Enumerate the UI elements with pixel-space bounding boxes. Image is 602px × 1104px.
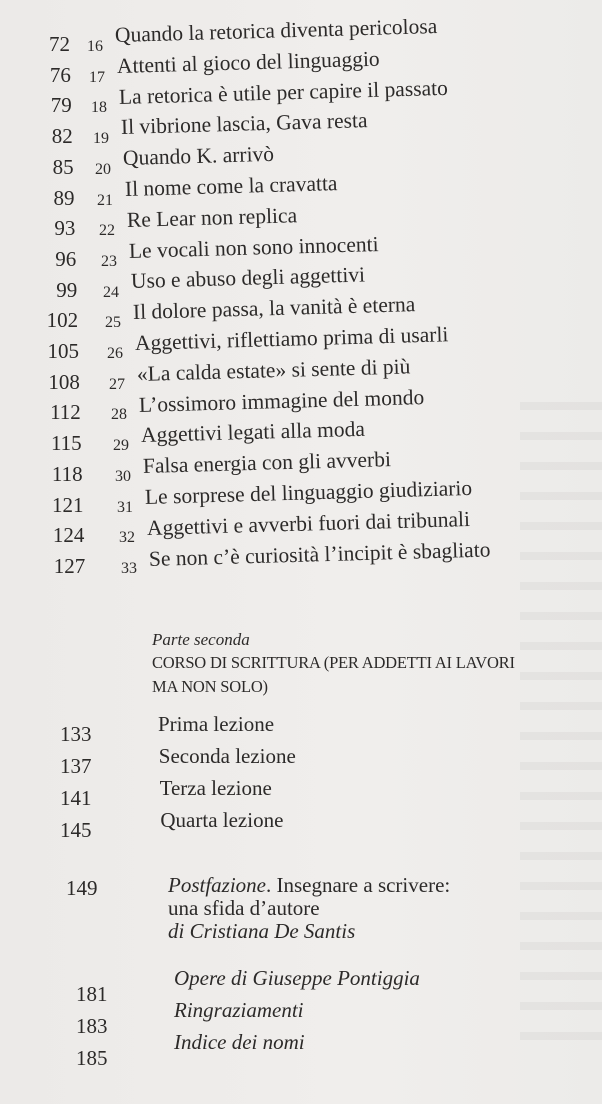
- chapter-number: 33: [121, 559, 137, 577]
- chapter-number: 16: [87, 38, 103, 55]
- page-number: 85: [52, 154, 74, 179]
- chapter-number: 21: [97, 191, 113, 209]
- page-number: 89: [53, 185, 75, 210]
- postface-title-line2: una sfida d’autore: [168, 896, 320, 920]
- lesson-title: Seconda lezione: [158, 744, 296, 768]
- page-number: 112: [50, 400, 81, 425]
- chapter-title: Quando K. arrivò: [122, 141, 275, 171]
- chapter-title: Aggettivi legati alla moda: [140, 417, 366, 448]
- chapter-number: 27: [109, 375, 125, 393]
- postface-title-line1: . Insegnare a scrivere:: [266, 873, 451, 897]
- page-number: 145: [60, 818, 92, 842]
- page-number: 133: [60, 722, 92, 746]
- page-number: 183: [76, 1014, 108, 1038]
- chapter-title: Il vibrione lascia, Gava resta: [120, 108, 368, 140]
- page-number: 82: [51, 124, 73, 149]
- page-number: 96: [55, 246, 77, 271]
- chapter-title: Re Lear non replica: [126, 203, 298, 232]
- chapter-title: Quando la retorica diventa pericolosa: [114, 14, 438, 47]
- chapter-number: 25: [105, 314, 121, 332]
- chapter-title: Il dolore passa, la vanità è eterna: [132, 292, 416, 325]
- page-number: 124: [52, 523, 85, 548]
- page-number: 76: [49, 62, 71, 87]
- page-number: 115: [50, 431, 82, 456]
- chapter-title: Aggettivi e avverbi fuori dai tribunali: [146, 506, 471, 540]
- chapter-title: Attenti al gioco del linguaggio: [116, 46, 380, 78]
- toc-entry: [0, 171, 602, 218]
- page-number: 141: [60, 786, 92, 810]
- chapter-title: Falsa energia con gli avverbi: [142, 447, 392, 479]
- page-number: 93: [54, 216, 76, 241]
- part-two-heading: [152, 630, 592, 698]
- chapter-title: Le sorprese del linguaggio giudiziario: [144, 475, 473, 509]
- chapter-number: 18: [91, 99, 107, 117]
- page-number: 127: [53, 553, 86, 578]
- chapter-title: Uso e abuso degli aggettivi: [130, 262, 366, 294]
- chapter-number: 19: [93, 130, 109, 148]
- page-number: 121: [52, 492, 84, 517]
- page-number: 181: [76, 982, 108, 1006]
- chapter-title: Se non c’è curiosità l’incipit è sbagliato: [148, 537, 491, 571]
- chapter-number: 17: [89, 68, 105, 86]
- appendix-title: Opere di Giuseppe Pontiggia: [174, 966, 420, 990]
- appendix-title: Indice dei nomi: [174, 1030, 305, 1054]
- page-number: 105: [47, 339, 79, 363]
- chapter-number: 32: [119, 529, 135, 547]
- appendix-title: Ringraziamenti: [174, 998, 304, 1022]
- chapter-number: 23: [101, 252, 117, 270]
- chapter-number: 26: [107, 345, 123, 362]
- chapter-title: Aggettivi, riflettiamo prima di usarli: [134, 322, 449, 355]
- page-number: 118: [51, 461, 83, 486]
- chapter-title: Il nome come la cravatta: [124, 171, 338, 201]
- part-title-line1: CORSO DI SCRITTURA (PER ADDETTI AI LAVORI: [152, 653, 515, 672]
- page-number: 79: [50, 93, 72, 118]
- lesson-title: Prima lezione: [158, 712, 275, 736]
- chapter-title: La retorica è utile per capire il passato: [118, 75, 449, 109]
- part-title-line2: MA NON SOLO): [152, 677, 268, 696]
- lesson-title: Terza lezione: [159, 776, 272, 800]
- chapter-title: L’ossimoro immagine del mondo: [138, 384, 425, 417]
- lesson-title: Quarta lezione: [160, 808, 284, 832]
- page-number: 108: [48, 369, 80, 394]
- chapter-number: 31: [117, 498, 133, 516]
- page-number: 149: [66, 876, 98, 900]
- chapter-number: 20: [95, 160, 111, 178]
- chapter-number: 28: [111, 406, 127, 424]
- postface-author: di Cristiana De Santis: [168, 919, 356, 943]
- page-number: 102: [46, 308, 79, 333]
- part-label: Parte seconda: [152, 630, 250, 649]
- postface-entry: [168, 874, 568, 943]
- page-number: 72: [49, 32, 70, 56]
- chapter-number: 30: [115, 467, 131, 485]
- page-number: 137: [60, 754, 92, 778]
- chapter-number: 22: [99, 222, 115, 240]
- chapter-number: 24: [103, 283, 119, 301]
- postface-label: Postfazione: [168, 873, 266, 897]
- chapter-title: «La calda estate» si sente di più: [136, 354, 411, 386]
- page-number: 99: [56, 277, 78, 302]
- page-number: 185: [76, 1046, 108, 1070]
- chapter-number: 29: [113, 437, 129, 455]
- chapter-title: Le vocali non sono innocenti: [128, 231, 379, 263]
